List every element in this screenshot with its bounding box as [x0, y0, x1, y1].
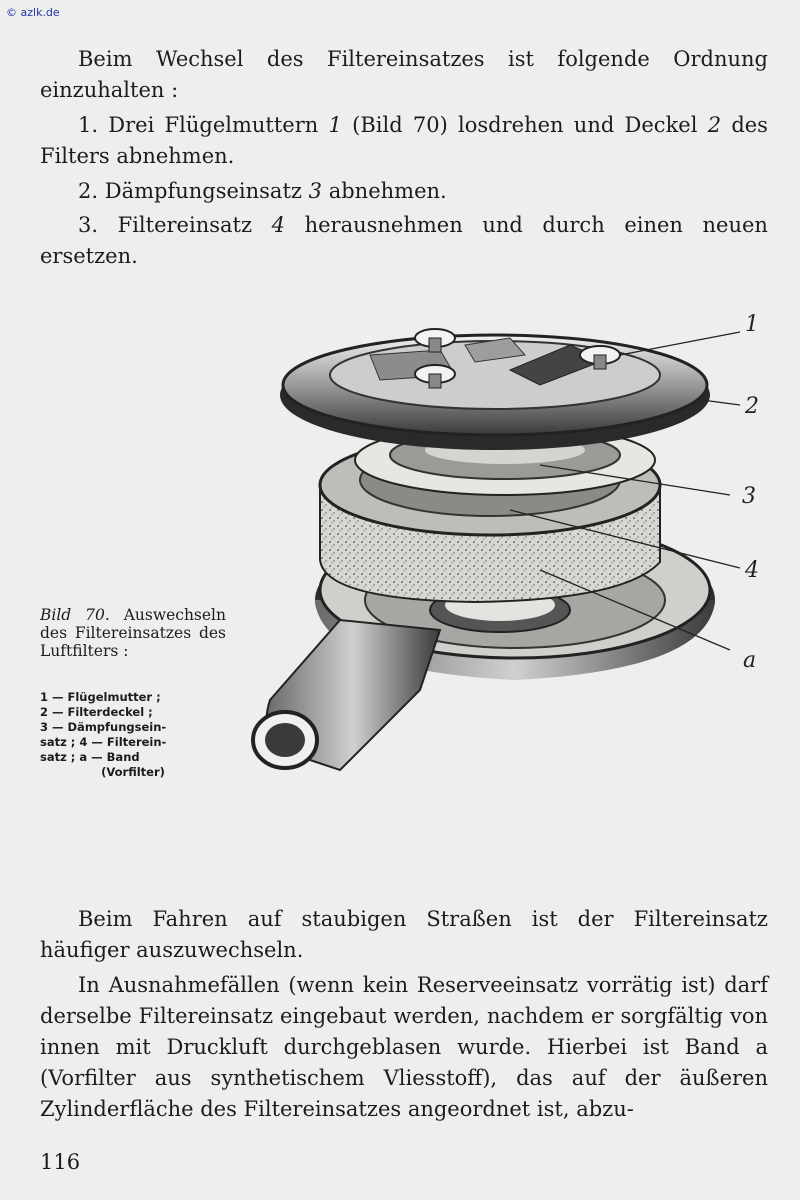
- step-1-text-a: Drei Flügelmuttern: [108, 113, 319, 137]
- step-1-text-b: (Bild 70) losdrehen und Deckel: [352, 113, 698, 137]
- step-1-ref-1: 1: [328, 113, 342, 137]
- step-1-number: 1.: [78, 113, 99, 137]
- figure-caption-text: Auswechseln des Filtereinsatzes des Luftfilters :: [40, 606, 226, 660]
- air-filter-illustration: [240, 300, 780, 800]
- callout-4: 4: [745, 558, 759, 583]
- intake-pipe: [253, 620, 440, 770]
- page-number: 116: [40, 1150, 81, 1174]
- step-1: [40, 110, 768, 172]
- step-3-number: 3.: [78, 213, 99, 237]
- legend-line-5: satz ; a — Band: [40, 750, 140, 764]
- step-3: [40, 210, 768, 272]
- step-2-number: 2.: [78, 179, 99, 203]
- step-3-ref: 4: [271, 213, 285, 237]
- step-2-text-a: Dämpfungseinsatz: [104, 179, 302, 203]
- filter-lid: [280, 335, 710, 450]
- callout-3: 3: [742, 484, 756, 509]
- step-2-ref: 3: [308, 179, 323, 203]
- callout-2: 2: [745, 394, 759, 419]
- callout-a: a: [743, 648, 757, 673]
- legend-line-3: 3 — Dämpfungsein-: [40, 720, 167, 734]
- callout-1: 1: [745, 312, 759, 337]
- watermark: © azlk.de: [6, 6, 60, 19]
- step-3-text-a: Filtereinsatz: [117, 213, 253, 237]
- dust-paragraph: Beim Fahren auf staubigen Straßen ist der Filtereinsatz häufiger auszuwechseln.: [40, 907, 768, 962]
- step-2-text-b: abnehmen.: [328, 179, 447, 203]
- figure-caption: [40, 606, 226, 660]
- step-3-text-b: herausnehmen und durch einen neuen ersetzen.: [40, 213, 768, 268]
- step-1-ref-2: 2: [707, 113, 722, 137]
- intro-paragraph: Beim Wechsel des Filtereinsatzes ist folgende Ordnung einzuhalten :: [40, 47, 768, 102]
- figure-label: Bild 70.: [40, 606, 110, 624]
- step-2: [40, 176, 768, 207]
- legend-line-2: 2 — Filterdeckel ;: [40, 705, 153, 719]
- step-1-text-c: des Filters abnehmen.: [40, 113, 768, 168]
- legend-line-6: (Vorfilter): [101, 765, 165, 779]
- legend-line-4: satz ; 4 — Filterein-: [40, 735, 167, 749]
- figure-legend: [40, 690, 226, 780]
- exception-paragraph: In Ausnahmefällen (wenn kein Reserveeinsatz vorrätig ist) darf derselbe Filtereinsatz eingebaut werden, nachdem er sorgfältig von innen mit Druckluft durchgeblasen wurde. Hierbei ist Band a (Vorfilter aus synthetischem Vliesstoff), das auf der äußeren Zylinderfläche des Filtereinsatzes angeordnet ist, abzu-: [40, 973, 768, 1121]
- legend-line-1: 1 — Flügelmutter ;: [40, 690, 161, 704]
